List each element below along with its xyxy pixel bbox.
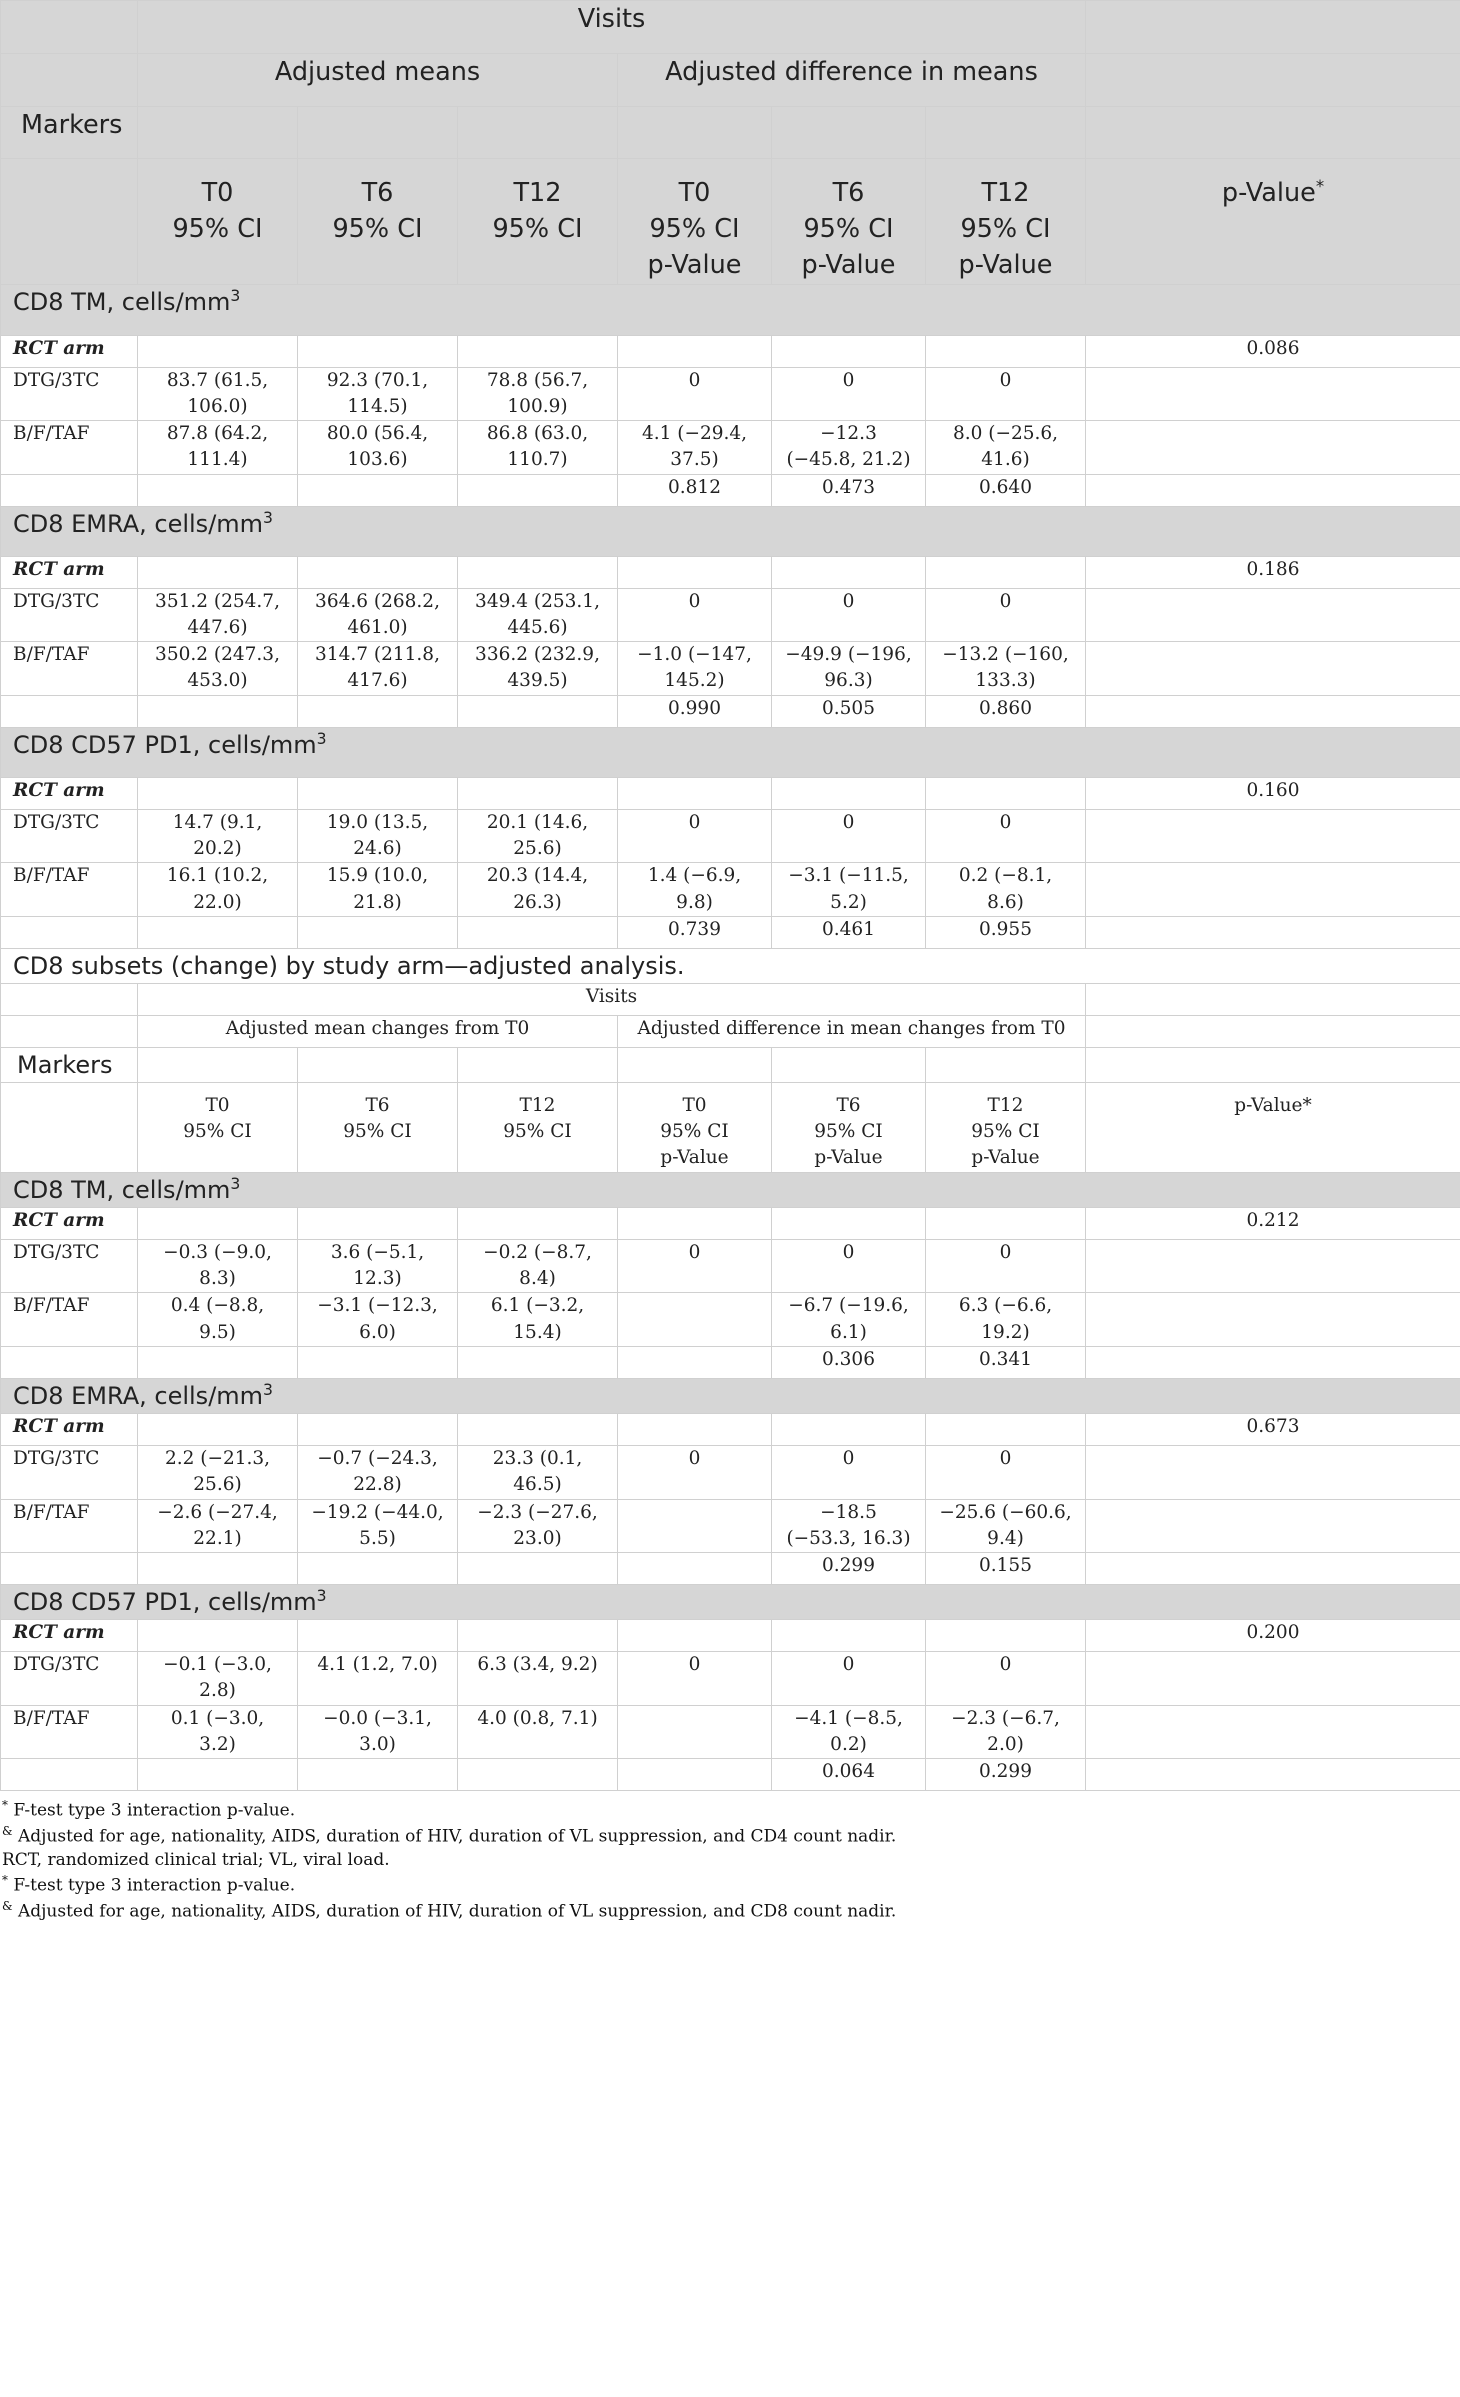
header-row-markers <box>1 107 1460 159</box>
header-t12: T12 95% CI <box>458 1082 618 1172</box>
row-label: DTG/3TC <box>1 1445 138 1499</box>
row-label <box>1 474 138 506</box>
section-title: CD8 CD57 PD1, cells/$mm^3$ <box>1 727 1460 777</box>
header-markers: Markers <box>1 107 138 159</box>
table-row <box>1 1293 1460 1347</box>
cell: 0 <box>618 367 772 421</box>
cell: 8.0 (−25.6, 41.6) <box>926 421 1086 475</box>
cell <box>1086 588 1460 642</box>
cell: 0 <box>926 809 1086 863</box>
cell: 0 <box>926 1445 1086 1499</box>
section-row <box>1 1172 1460 1207</box>
cell: 0 <box>772 1239 926 1293</box>
cell <box>138 777 298 809</box>
header-empty <box>1086 1 1460 54</box>
cell: 16.1 (10.2, 22.0) <box>138 863 298 917</box>
cell <box>298 1207 458 1239</box>
cell <box>772 335 926 367</box>
header-empty <box>1 1 138 54</box>
cell: 0.299 <box>926 1759 1086 1791</box>
cell <box>618 1620 772 1652</box>
table2-header-timepoints <box>1 1082 1460 1172</box>
cell: 0 <box>772 809 926 863</box>
cell: 0 <box>926 1652 1086 1706</box>
row-label: B/F/TAF <box>1 1705 138 1759</box>
table2-header-visits <box>1 983 1460 1015</box>
table-row <box>1 1346 1460 1378</box>
header-t0: T0 95% CI <box>138 1082 298 1172</box>
cell <box>458 1413 618 1445</box>
cell <box>1086 1705 1460 1759</box>
section-title: CD8 EMRA, cells/$mm^3$ <box>1 1378 1460 1413</box>
cell <box>138 474 298 506</box>
table-row <box>1 916 1460 948</box>
row-label <box>1 1759 138 1791</box>
section-row <box>1 1378 1460 1413</box>
row-label: B/F/TAF <box>1 421 138 475</box>
cell: 0.505 <box>772 695 926 727</box>
rct-row <box>1 1413 1460 1445</box>
rct-row <box>1 335 1460 367</box>
cell: 78.8 (56.7, 100.9) <box>458 367 618 421</box>
footnote-mark: & <box>2 1824 13 1839</box>
cell: −25.6 (−60.6, 9.4) <box>926 1499 1086 1553</box>
cell <box>458 1207 618 1239</box>
cell: 20.1 (14.6, 25.6) <box>458 809 618 863</box>
cell <box>926 1620 1086 1652</box>
cell <box>1086 1553 1460 1585</box>
header-empty <box>138 1047 298 1082</box>
cell <box>458 777 618 809</box>
row-label: DTG/3TC <box>1 1652 138 1706</box>
cell <box>618 1705 772 1759</box>
cell: 0.341 <box>926 1346 1086 1378</box>
cell <box>1086 695 1460 727</box>
cell: 0.4 (−8.8, 9.5) <box>138 1293 298 1347</box>
cell <box>298 556 458 588</box>
cell: 6.3 (−6.6, 19.2) <box>926 1293 1086 1347</box>
cell <box>618 556 772 588</box>
table-row <box>1 1239 1460 1293</box>
cell <box>1086 642 1460 696</box>
cell: 349.4 (253.1, 445.6) <box>458 588 618 642</box>
cell <box>1086 367 1460 421</box>
footnote-mark: & <box>2 1899 13 1914</box>
cell <box>618 1499 772 1553</box>
cell <box>618 1293 772 1347</box>
cell <box>1086 1652 1460 1706</box>
cell: −3.1 (−11.5, 5.2) <box>772 863 926 917</box>
header-empty <box>298 1047 458 1082</box>
cell: 0 <box>772 1445 926 1499</box>
cell: 0.739 <box>618 916 772 948</box>
cell <box>1086 474 1460 506</box>
header-t12: T12 95% CI <box>458 159 618 285</box>
cell: −0.2 (−8.7, 8.4) <box>458 1239 618 1293</box>
table2-header-groups <box>1 1015 1460 1047</box>
header-diff-t0: T0 95% CI p-Value <box>618 159 772 285</box>
footnote: * F-test type 3 interaction p-value. <box>2 1798 296 1821</box>
table-row <box>1 588 1460 642</box>
row-label: RCT arm <box>1 1413 138 1445</box>
table-row <box>1 421 1460 475</box>
section-title: CD8 EMRA, cells/$mm^3$ <box>1 506 1460 556</box>
header-t0: T0 95% CI <box>138 159 298 285</box>
cell: 0.860 <box>926 695 1086 727</box>
header-empty <box>1 54 138 107</box>
cell <box>138 1759 298 1791</box>
cell <box>618 1553 772 1585</box>
section-row <box>1 1585 1460 1620</box>
cell <box>458 916 618 948</box>
table-row <box>1 695 1460 727</box>
cell: −13.2 (−160, 133.3) <box>926 642 1086 696</box>
cell: 0.955 <box>926 916 1086 948</box>
section-title: CD8 TM, cells/$mm^3$ <box>1 1172 1460 1207</box>
header-pvalue: p-Value* <box>1086 159 1460 285</box>
cell <box>138 1620 298 1652</box>
row-label: RCT arm <box>1 335 138 367</box>
rct-p-value: 0.200 <box>1086 1620 1460 1652</box>
unit-superscript: 3 <box>316 1587 327 1606</box>
cell <box>772 556 926 588</box>
header-row-timepoints <box>1 159 1460 285</box>
row-label: RCT arm <box>1 1620 138 1652</box>
row-label <box>1 916 138 948</box>
cell: 0 <box>618 809 772 863</box>
cell: −2.3 (−27.6, 23.0) <box>458 1499 618 1553</box>
header-empty <box>926 1047 1086 1082</box>
table-row <box>1 1445 1460 1499</box>
cell <box>298 916 458 948</box>
row-label <box>1 695 138 727</box>
cell <box>138 695 298 727</box>
cell: 0.640 <box>926 474 1086 506</box>
cell <box>1086 1759 1460 1791</box>
cell: 0 <box>926 367 1086 421</box>
cell: 4.1 (−29.4, 37.5) <box>618 421 772 475</box>
cell <box>458 1620 618 1652</box>
cell <box>1086 1499 1460 1553</box>
cell: 351.2 (254.7, 447.6) <box>138 588 298 642</box>
cell: 0.306 <box>772 1346 926 1378</box>
cell: 314.7 (211.8, 417.6) <box>298 642 458 696</box>
cell: −2.3 (−6.7, 2.0) <box>926 1705 1086 1759</box>
header-diff-t6: T6 95% CI p-Value <box>772 159 926 285</box>
cell <box>458 1759 618 1791</box>
cell: 2.2 (−21.3, 25.6) <box>138 1445 298 1499</box>
cell <box>298 1620 458 1652</box>
table-row <box>1 1759 1460 1791</box>
cell: 0.1 (−3.0, 3.2) <box>138 1705 298 1759</box>
section-row <box>1 506 1460 556</box>
header-t6: T6 95% CI <box>298 1082 458 1172</box>
cell: 0 <box>772 1652 926 1706</box>
footnote: * F-test type 3 interaction p-value. <box>2 1873 296 1896</box>
cell: −4.1 (−8.5, 0.2) <box>772 1705 926 1759</box>
cell: 0.064 <box>772 1759 926 1791</box>
header-visits: Visits <box>138 1 1086 54</box>
cell <box>618 1759 772 1791</box>
pvalue-footnote-mark: * <box>1315 177 1325 196</box>
cell <box>138 556 298 588</box>
table-row <box>1 367 1460 421</box>
cell: −0.0 (−3.1, 3.0) <box>298 1705 458 1759</box>
cell <box>1086 863 1460 917</box>
cell <box>926 1413 1086 1445</box>
cell <box>1086 421 1460 475</box>
cell: −19.2 (−44.0, 5.5) <box>298 1499 458 1553</box>
cell: 19.0 (13.5, 24.6) <box>298 809 458 863</box>
rct-row <box>1 1207 1460 1239</box>
cell <box>298 1759 458 1791</box>
header-empty <box>1086 54 1460 107</box>
cell: 4.1 (1.2, 7.0) <box>298 1652 458 1706</box>
cell <box>458 474 618 506</box>
header-empty <box>1 983 138 1015</box>
cell <box>458 556 618 588</box>
rct-p-value: 0.160 <box>1086 777 1460 809</box>
footnote-mark: * <box>2 1798 8 1813</box>
cell <box>618 1207 772 1239</box>
cell: 0 <box>772 367 926 421</box>
cell: −0.7 (−24.3, 22.8) <box>298 1445 458 1499</box>
table2-adjusted-mean-changes: Adjusted mean changes from T0 <box>138 1015 618 1047</box>
cell <box>1086 1445 1460 1499</box>
cell: 336.2 (232.9, 439.5) <box>458 642 618 696</box>
table-row <box>1 642 1460 696</box>
row-label <box>1 1346 138 1378</box>
row-label: B/F/TAF <box>1 863 138 917</box>
rct-row <box>1 777 1460 809</box>
cell: −3.1 (−12.3, 6.0) <box>298 1293 458 1347</box>
footnote: & Adjusted for age, nationality, AIDS, duration of HIV, duration of VL suppression, and CD4 count nadir. <box>2 1824 897 1847</box>
cell <box>298 777 458 809</box>
table2-visits: Visits <box>138 983 1086 1015</box>
cell: 0.299 <box>772 1553 926 1585</box>
unit-superscript: 3 <box>263 1380 273 1399</box>
cell: 0 <box>618 1239 772 1293</box>
cell: −2.6 (−27.4, 22.1) <box>138 1499 298 1553</box>
table-row <box>1 1553 1460 1585</box>
row-label: B/F/TAF <box>1 642 138 696</box>
section-row <box>1 284 1460 335</box>
cell <box>926 335 1086 367</box>
header-empty <box>1 1015 138 1047</box>
cell: 0.155 <box>926 1553 1086 1585</box>
cell: 350.2 (247.3, 453.0) <box>138 642 298 696</box>
table-row <box>1 809 1460 863</box>
cell <box>138 335 298 367</box>
cell <box>298 335 458 367</box>
header-diff-t6: T6 95% CI p-Value <box>772 1082 926 1172</box>
row-label: DTG/3TC <box>1 809 138 863</box>
cell <box>772 777 926 809</box>
cell: −6.7 (−19.6, 6.1) <box>772 1293 926 1347</box>
cell: 20.3 (14.4, 26.3) <box>458 863 618 917</box>
cell <box>298 474 458 506</box>
cell: −1.0 (−147, 145.2) <box>618 642 772 696</box>
cell <box>926 1207 1086 1239</box>
cell: 83.7 (61.5, 106.0) <box>138 367 298 421</box>
cell <box>618 1413 772 1445</box>
cell <box>298 1413 458 1445</box>
cell: 15.9 (10.0, 21.8) <box>298 863 458 917</box>
cell: 86.8 (63.0, 110.7) <box>458 421 618 475</box>
header-adjusted-means: Adjusted means <box>138 54 618 107</box>
cell: 364.6 (268.2, 461.0) <box>298 588 458 642</box>
header-empty <box>1 1082 138 1172</box>
cell: 87.8 (64.2, 111.4) <box>138 421 298 475</box>
cell <box>298 695 458 727</box>
rct-p-value: 0.673 <box>1086 1413 1460 1445</box>
cell <box>772 1413 926 1445</box>
table-row <box>1 474 1460 506</box>
header-empty <box>1 159 138 285</box>
cell: −0.1 (−3.0, 2.8) <box>138 1652 298 1706</box>
cell: 4.0 (0.8, 7.1) <box>458 1705 618 1759</box>
cell: −18.5 (−53.3, 16.3) <box>772 1499 926 1553</box>
table-row <box>1 1652 1460 1706</box>
footnote: RCT, randomized clinical trial; VL, viral load. <box>2 1850 390 1871</box>
footnotes <box>0 1797 1460 1924</box>
cell: 0 <box>926 1239 1086 1293</box>
cell <box>1086 1239 1460 1293</box>
table-row <box>1 863 1460 917</box>
cell <box>618 1346 772 1378</box>
cell <box>458 695 618 727</box>
row-label <box>1 1553 138 1585</box>
header-empty <box>618 1047 772 1082</box>
rct-p-value: 0.212 <box>1086 1207 1460 1239</box>
cell: 0.812 <box>618 474 772 506</box>
cell: 0 <box>772 588 926 642</box>
cell: 0.990 <box>618 695 772 727</box>
table2-markers: Markers <box>1 1047 138 1082</box>
cell <box>1086 809 1460 863</box>
header-diff-t0: T0 95% CI p-Value <box>618 1082 772 1172</box>
header-adjusted-difference: Adjusted difference in means <box>618 54 1086 107</box>
header-empty <box>1086 983 1460 1015</box>
cell: 0 <box>926 588 1086 642</box>
row-label: B/F/TAF <box>1 1293 138 1347</box>
cell: 0.2 (−8.1, 8.6) <box>926 863 1086 917</box>
cell: 6.3 (3.4, 9.2) <box>458 1652 618 1706</box>
unit-superscript: 3 <box>230 1174 241 1193</box>
cell <box>926 556 1086 588</box>
unit-superscript: 3 <box>230 286 241 305</box>
row-label: RCT arm <box>1 777 138 809</box>
cell <box>138 1553 298 1585</box>
section-title: CD8 TM, cells/$mm^3$ <box>1 284 1460 335</box>
cell: 14.7 (9.1, 20.2) <box>138 809 298 863</box>
cell <box>458 335 618 367</box>
cell: 0 <box>618 1652 772 1706</box>
cell: −49.9 (−196, 96.3) <box>772 642 926 696</box>
header-diff-t12: T12 95% CI p-Value <box>926 159 1086 285</box>
cell <box>1086 1346 1460 1378</box>
unit-superscript: 3 <box>316 729 327 748</box>
table-row <box>1 1705 1460 1759</box>
cell: 80.0 (56.4, 103.6) <box>298 421 458 475</box>
section-title: CD8 CD57 PD1, cells/$mm^3$ <box>1 1585 1460 1620</box>
header-empty <box>772 1047 926 1082</box>
header-empty <box>458 1047 618 1082</box>
cell <box>618 335 772 367</box>
unit-superscript: 3 <box>263 508 273 527</box>
cell: 0 <box>618 1445 772 1499</box>
cell: 1.4 (−6.9, 9.8) <box>618 863 772 917</box>
cell <box>1086 1293 1460 1347</box>
header-diff-t12: T12 95% CI p-Value <box>926 1082 1086 1172</box>
rct-row <box>1 1620 1460 1652</box>
header-empty <box>1086 1047 1460 1082</box>
row-label: DTG/3TC <box>1 1239 138 1293</box>
table2-caption: CD8 subsets (change) by study arm—adjusted analysis. <box>1 948 1460 983</box>
row-label: DTG/3TC <box>1 588 138 642</box>
footnote: & Adjusted for age, nationality, AIDS, duration of HIV, duration of VL suppression, and CD8 count nadir. <box>2 1899 897 1922</box>
rct-p-value: 0.086 <box>1086 335 1460 367</box>
cell: −12.3 (−45.8, 21.2) <box>772 421 926 475</box>
row-label: B/F/TAF <box>1 1499 138 1553</box>
cell <box>618 777 772 809</box>
cell <box>298 1553 458 1585</box>
cell <box>298 1346 458 1378</box>
footnote-mark: * <box>2 1873 8 1888</box>
cell: 92.3 (70.1, 114.5) <box>298 367 458 421</box>
table2-caption-row <box>1 948 1460 983</box>
cell: 23.3 (0.1, 46.5) <box>458 1445 618 1499</box>
cell <box>138 1413 298 1445</box>
cell: 0.461 <box>772 916 926 948</box>
header-empty <box>1086 1015 1460 1047</box>
cell: 0.473 <box>772 474 926 506</box>
cell <box>772 1207 926 1239</box>
rct-p-value: 0.186 <box>1086 556 1460 588</box>
cell <box>138 1207 298 1239</box>
cell <box>1086 916 1460 948</box>
header-t6: T6 95% CI <box>298 159 458 285</box>
table-row <box>1 1499 1460 1553</box>
rct-row <box>1 556 1460 588</box>
section-row <box>1 727 1460 777</box>
row-label: RCT arm <box>1 1207 138 1239</box>
header-row-visits <box>1 1 1460 54</box>
cell: 3.6 (−5.1, 12.3) <box>298 1239 458 1293</box>
cell <box>458 1346 618 1378</box>
header-row-groups <box>1 54 1460 107</box>
cell <box>138 1346 298 1378</box>
cell: 0 <box>618 588 772 642</box>
table2-pvalue: p-Value* <box>1086 1082 1460 1172</box>
cell <box>138 916 298 948</box>
row-label: RCT arm <box>1 556 138 588</box>
cell: −0.3 (−9.0, 8.3) <box>138 1239 298 1293</box>
row-label: DTG/3TC <box>1 367 138 421</box>
cell <box>772 1620 926 1652</box>
table2-header-markers <box>1 1047 1460 1082</box>
cell: 6.1 (−3.2, 15.4) <box>458 1293 618 1347</box>
cell <box>458 1553 618 1585</box>
cell <box>926 777 1086 809</box>
table2-adjusted-difference-changes: Adjusted difference in mean changes from T0 <box>618 1015 1086 1047</box>
